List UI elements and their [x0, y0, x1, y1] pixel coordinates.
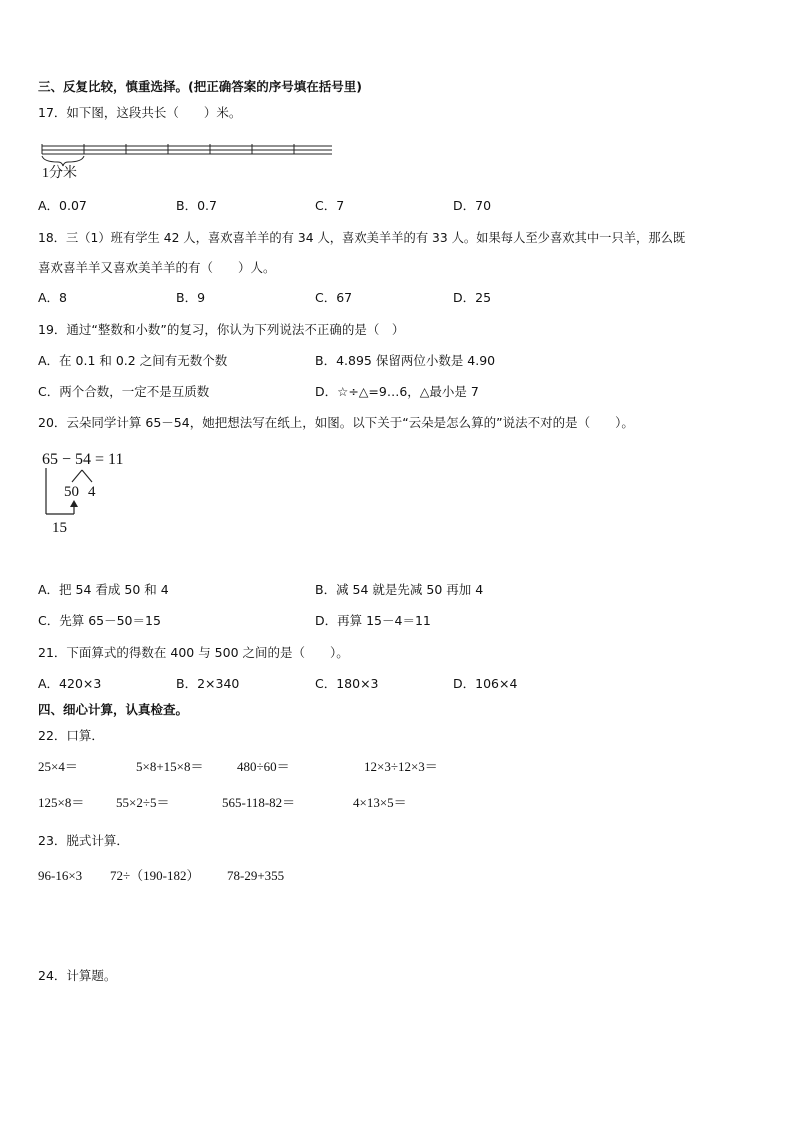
- q21-option-d: D．106×4: [453, 676, 518, 691]
- q23-item: 96-16×3: [38, 868, 83, 883]
- q18-option-a: A．8: [38, 290, 68, 305]
- q23-item: 78-29+355: [227, 868, 285, 883]
- q18-stem-line1: 18．三（1）班有学生 42 人，喜欢喜羊羊的有 34 人，喜欢美羊羊的有 33 人。如果每人至少喜欢其中一只羊，那么既: [38, 231, 686, 245]
- q19-option-a: A．在 0.1 和 0.2 之间有无数个数: [38, 353, 228, 368]
- q17-figure-label: 1分米: [42, 166, 77, 181]
- q20-figure-equation: 65 − 54 = 11: [42, 451, 124, 468]
- q17-option-c: C．7: [315, 198, 345, 213]
- section-3-heading: 三、反复比较，慎重选择。(把正确答案的序号填在括号里): [38, 79, 362, 94]
- q22-item: 12×3÷12×3＝: [364, 759, 438, 774]
- q19-option-d: D．☆÷△=9…6，△最小是 7: [315, 384, 479, 399]
- q21-option-a: A．420×3: [38, 676, 102, 691]
- q21-option-c: C．180×3: [315, 676, 379, 691]
- q20-figure-4: 4: [88, 484, 96, 500]
- q20-figure-50: 50: [64, 484, 79, 500]
- q20-option-c: C．先算 65－50＝15: [38, 613, 161, 628]
- q22-item: 55×2÷5＝: [116, 795, 170, 810]
- q22-stem: 22．口算．: [38, 728, 104, 743]
- q21-option-b: B．2×340: [176, 676, 240, 691]
- q19-option-b: B．4.895 保留两位小数是 4.90: [315, 353, 496, 368]
- q20-figure-15: 15: [52, 520, 67, 536]
- q21-stem: 21．下面算式的得数在 400 与 500 之间的是（ ）。: [38, 645, 349, 660]
- q18-option-b: B．9: [176, 290, 206, 305]
- q22-item: 565-118-82＝: [222, 795, 296, 810]
- q22-item: 5×8+15×8＝: [136, 759, 204, 774]
- q23-stem: 23．脱式计算．: [38, 833, 129, 848]
- q17-option-b: B．0.7: [176, 198, 217, 213]
- q17-stem: 17．如下图，这段共长（ ）米。: [38, 105, 242, 120]
- q20-option-b: B．减 54 就是先减 50 再加 4: [315, 582, 484, 597]
- q20-option-d: D．再算 15－4＝11: [315, 613, 431, 628]
- q17-ruler-figure: [38, 140, 338, 182]
- q22-item: 4×13×5＝: [353, 795, 407, 810]
- q22-item: 480÷60＝: [237, 759, 290, 774]
- q19-stem: 19．通过“整数和小数”的复习，你认为下列说法不正确的是（ ）: [38, 322, 405, 337]
- q17-option-a: A．0.07: [38, 198, 87, 213]
- q20-option-a: A．把 54 看成 50 和 4: [38, 582, 169, 597]
- q22-item: 25×4＝: [38, 759, 78, 774]
- q20-stem: 20．云朵同学计算 65－54，她把想法写在纸上，如图。以下关于“云朵是怎么算的”说法不对的是（ ）。: [38, 415, 634, 430]
- q23-item: 72÷（190-182）: [110, 868, 200, 883]
- q22-item: 125×8＝: [38, 795, 85, 810]
- q20-figure: [38, 446, 148, 538]
- q19-option-c: C．两个合数，一定不是互质数: [38, 384, 210, 399]
- q18-option-d: D．25: [453, 290, 492, 305]
- q24-stem: 24．计算题。: [38, 968, 117, 983]
- q17-option-d: D．70: [453, 198, 492, 213]
- section-4-heading: 四、细心计算，认真检查。: [38, 702, 189, 717]
- q18-option-c: C．67: [315, 290, 353, 305]
- q18-stem-line2: 喜欢喜羊羊又喜欢美羊羊的有（ ）人。: [38, 260, 276, 275]
